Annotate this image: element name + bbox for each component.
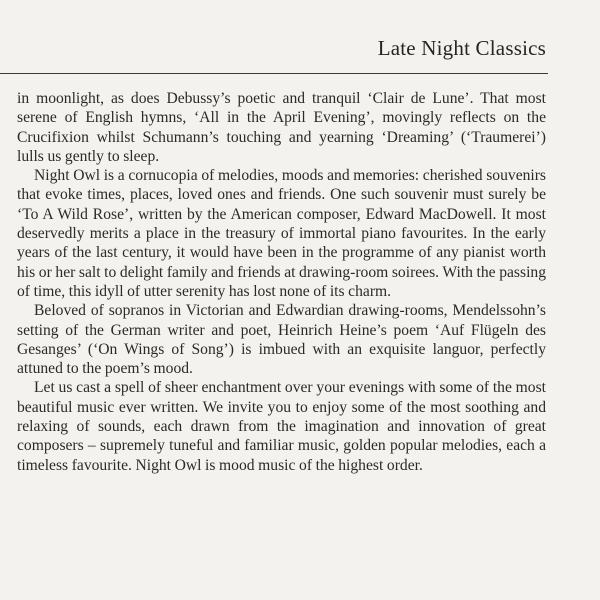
header-rule: [0, 73, 548, 74]
paragraph-mendelssohn: Beloved of sopranos in Victorian and Edwardian drawing-rooms, Mendelssohn’s setting of the German writer and poet, Heinrich Heine’s poem ‘Auf Flügeln des Gesanges’ (‘On Wings of Song’) is imbued with an exquisite languor, perfectly attuned to the poem’s mood.: [17, 302, 546, 378]
header-title: Late Night Classics: [377, 36, 546, 60]
body-text: [17, 89, 546, 475]
paragraph-night-owl: Night Owl is a cornucopia of melodies, moods and memories: cherished souvenirs that evoke times, places, loved ones and friends. One such souvenir must surely be ‘To A Wild Rose’, written by the American composer, Edward MacDowell. It most deservedly merits a place in the treasury of immortal piano favourites. In the early years of the last century, it would have been in the programme of any pianist worth his or her salt to delight family and friends at drawing-room soirees. With the passing of time, this idyll of utter serenity has lost none of its charm.: [17, 167, 546, 300]
paragraph-closing: Let us cast a spell of sheer enchantment over your evenings with some of the most beautiful music ever written. We invite you to enjoy some of the most soothing and relaxing of sounds, each drawn from the imagination and innovation of great composers – supremely tuneful and familiar music, golden popular melodies, each a timeless favourite. Night Owl is mood music of the highest order.: [17, 379, 546, 474]
paragraph-continuation: in moonlight, as does Debussy’s poetic and tranquil ‘Clair de Lune’. That most serene of English hymns, ‘All in the April Evening’, movingly reflects on the Crucifixion whilst Schumann’s touching and yearning ‘Dreaming’ (‘Traumerei’) lulls us gently to sleep.: [17, 90, 546, 165]
